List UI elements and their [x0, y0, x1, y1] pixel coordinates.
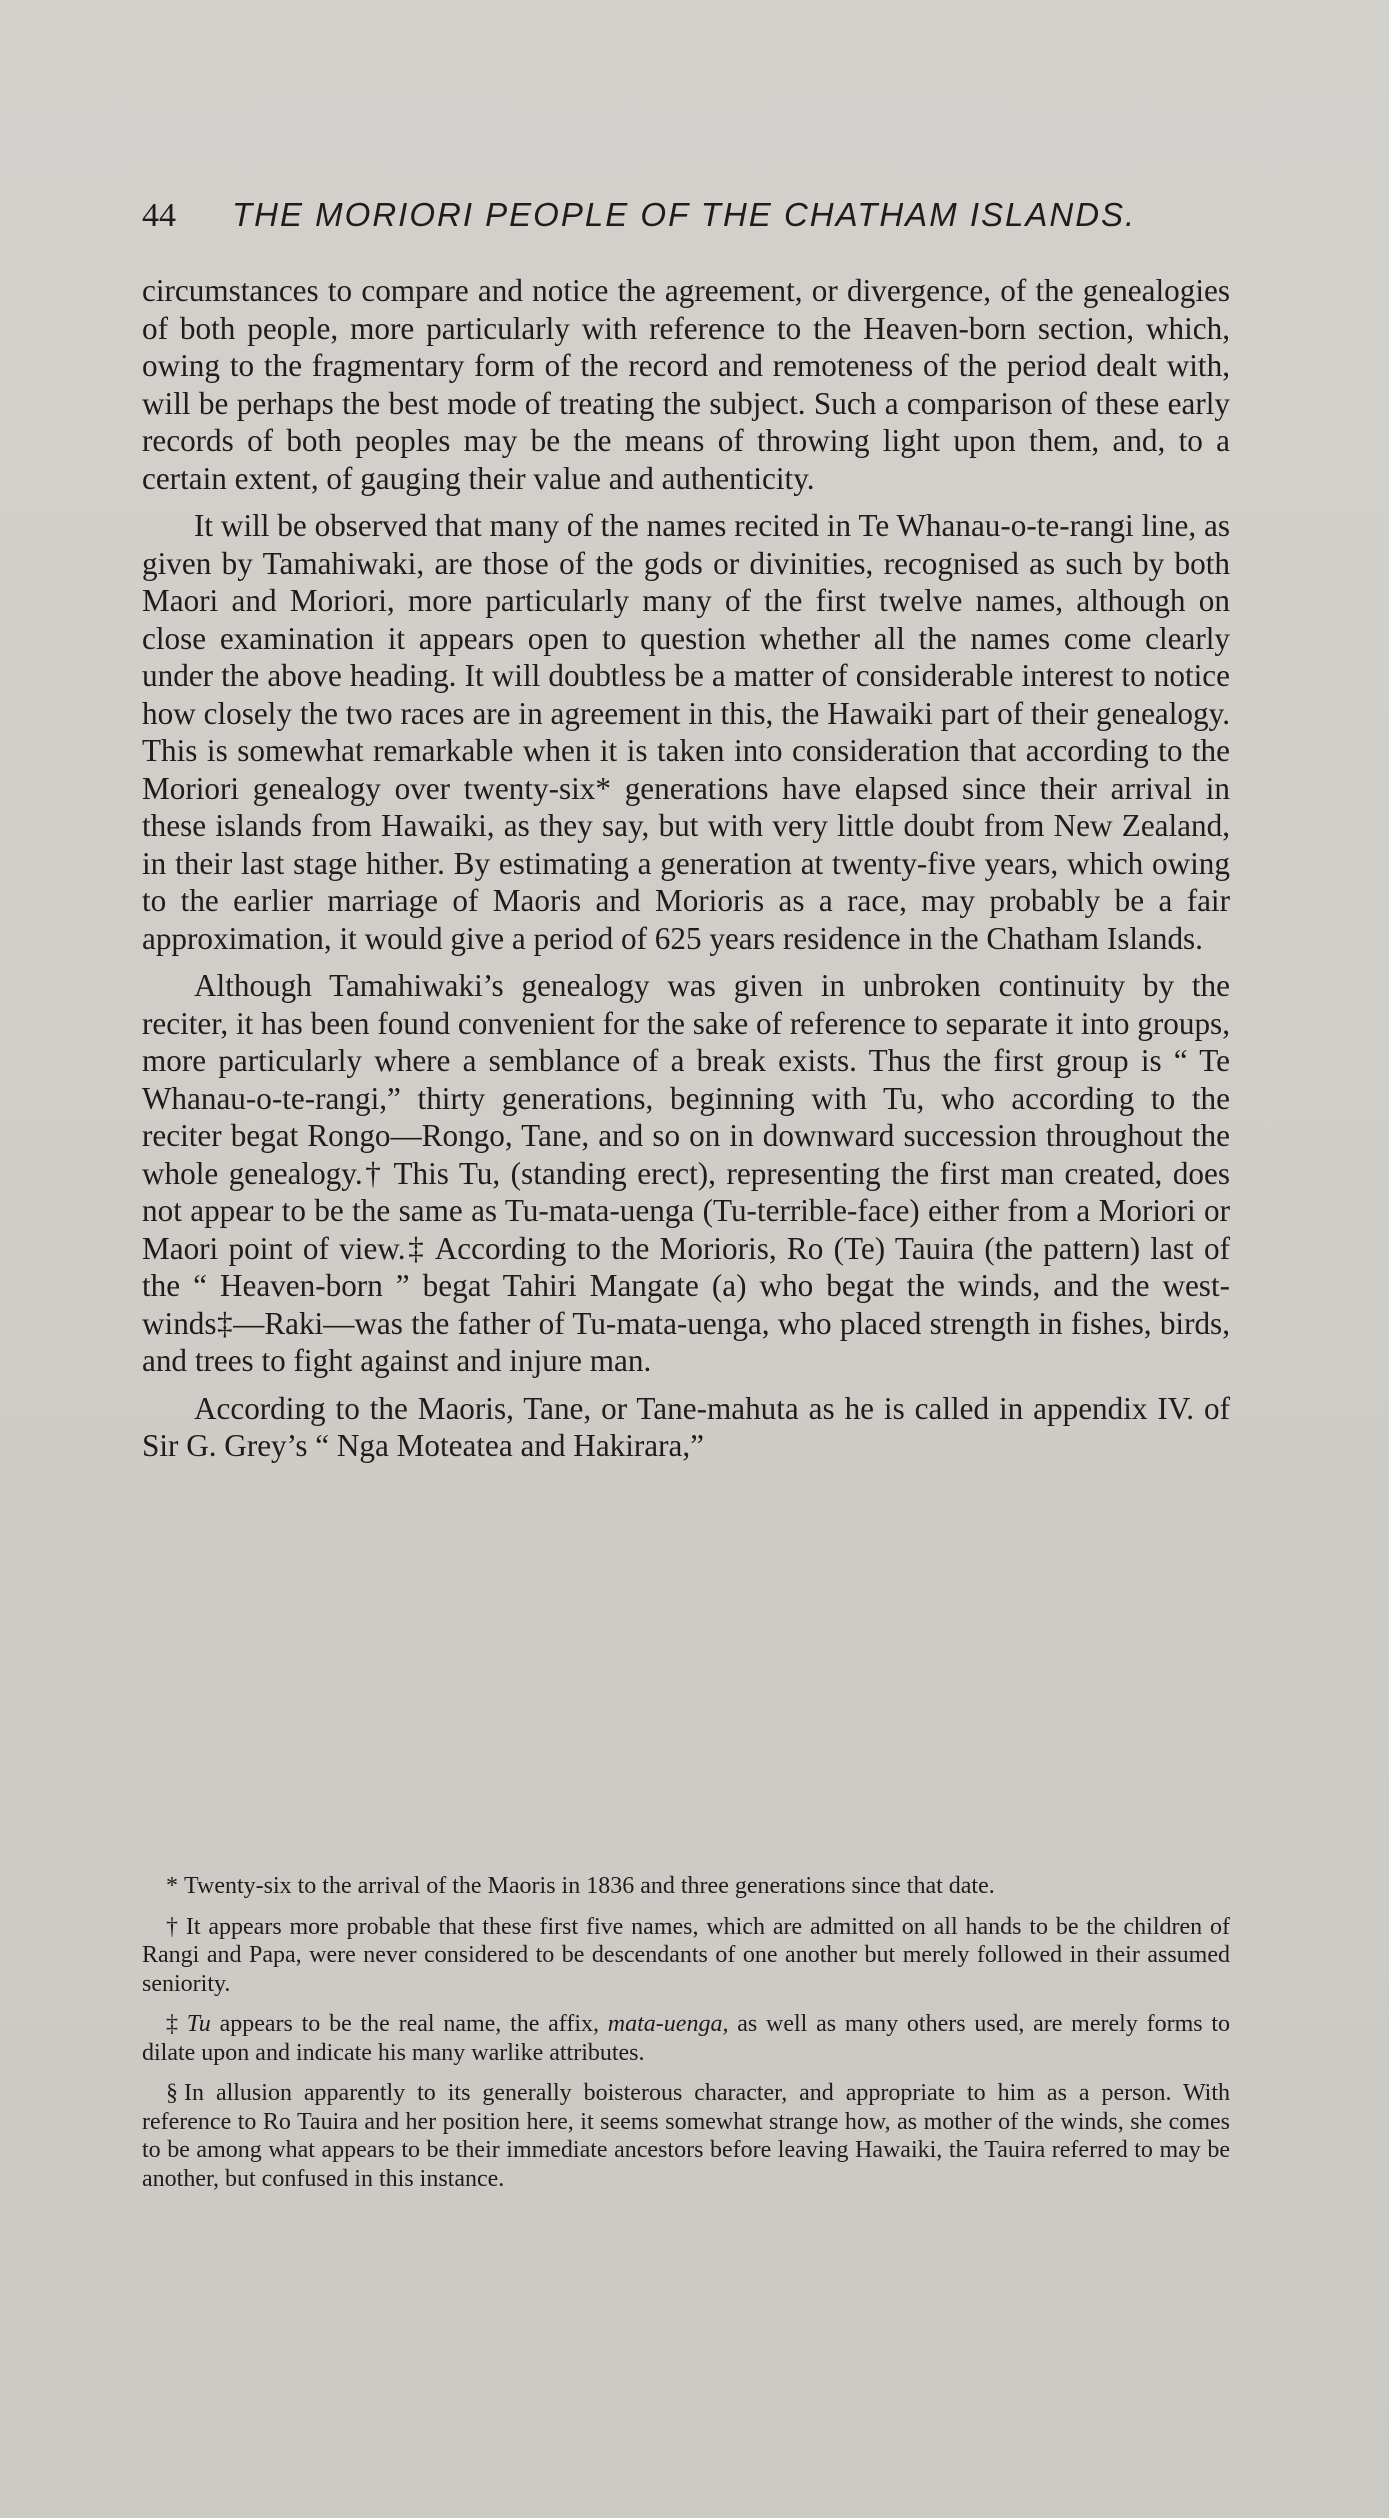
page-header	[142, 196, 1242, 244]
footnote-emphasis: Tu	[186, 2011, 211, 2037]
page-number: 44	[142, 197, 176, 234]
paragraph: According to the Maoris, Tane, or Tane-mahuta as he is called in appendix IV. of Sir G. Grey’s “ Nga Moteatea and Hakirara,”	[142, 1390, 1230, 1463]
footnote	[142, 2010, 1230, 2067]
footnote-mark: *	[166, 1873, 178, 1899]
paragraph: Although Tamahiwaki’s genealogy was given in unbroken continuity by the reciter, it has been found convenient for the sake of reference to separate it into groups, more particularly where a semblance of a break exists. Thus the first group is “ Te Whanau-o-te-rangi,” thirty generations, beginning with Tu, who according to the reciter begat Rongo—Rongo, Tane, and so on in downward succession throughout the whole genealogy.† This Tu, (standing erect), representing the first man created, does not appear to be the same as Tu-mata-uenga (Tu-terrible-face) either from a Moriori or Maori point of view.‡ According to the Morioris, Ro (Te) Tauira (the pattern) last of the “ Heaven-born ” begat Tahiri Mangate (a) who begat the winds, and the west-winds‡—Raki—was the father of Tu-mata-uenga, who placed strength in fishes, birds, and trees to fight against and injure man.	[142, 968, 1230, 1378]
footnote	[142, 2079, 1230, 2193]
footnote-text: Twenty-six to the arrival of the Maoris in 1836 and three generations since that date.	[184, 1873, 995, 1899]
footnote-mark: ‡	[166, 2011, 181, 2037]
paragraph: It will be observed that many of the names recited in Te Whanau-o-te-rangi line, as given by Tamahiwaki, are those of the gods or divinities, recognised as such by both Maori and Moriori, more particularly many of the first twelve names, although on close examination it appears open to question whether all the names come clearly under the above heading. It will doubtless be a matter of considerable interest to notice how closely the two races are in agreement in this, the Hawaiki part of their genealogy. This is somewhat remarkable when it is taken into consideration that according to the Moriori genealogy over twenty-six* generations have elapsed since their arrival in these islands from Hawaiki, as they say, but with very little doubt from New Zealand, in their last stage hither. By estimating a generation at twenty-five years, which owing to the earlier marriage of Maoris and Morioris as a race, may probably be a fair approximation, it would give a period of 625 years residence in the Chatham Islands.	[142, 508, 1230, 956]
running-title: THE MORIORI PEOPLE OF THE CHATHAM ISLANDS.	[232, 196, 1137, 233]
footnote	[142, 1913, 1230, 1999]
footnote-text: It appears more probable that these first five names, which are admitted on all hands to be the children of Rangi and Papa, were never considered to be descendants of one another but merely followed in their assumed seniority.	[142, 1913, 1231, 1997]
footnote-text: appears to be the real name, the affix,	[210, 2011, 608, 2037]
paragraph: circumstances to compare and notice the agreement, or divergence, of the genealogies of both people, more particularly with reference to the Heaven-born section, which, owing to the fragmentary form of the record and remoteness of the period dealt with, will be perhaps the best mode of treating the subject. Such a comparison of these early records of both peoples may be the means of throwing light upon them, and, to a certain extent, of gauging their value and authenticity.	[142, 273, 1230, 496]
footnote	[142, 1872, 1230, 1901]
footnote-text: In allusion apparently to its generally boisterous character, and appropriate to him as a person. With reference to Ro Tauira and her position here, it seems somewhat strange how, as mother of the winds, she comes to be among what appears to be their immediate ancestors before leaving Hawaiki, the Tauira referred to may be another, but confused in this instance.	[142, 2080, 1230, 2192]
footnote-text: as well as many others used, are merely forms to dilate upon and indicate his many warlike attributes.	[142, 2011, 1231, 2066]
footnote-emphasis: mata-uenga,	[607, 2011, 729, 2037]
footnote-mark: §	[166, 2080, 178, 2106]
footnote-mark: †	[166, 1913, 180, 1940]
footnotes	[142, 1872, 1230, 2205]
main-text	[142, 272, 1230, 1465]
